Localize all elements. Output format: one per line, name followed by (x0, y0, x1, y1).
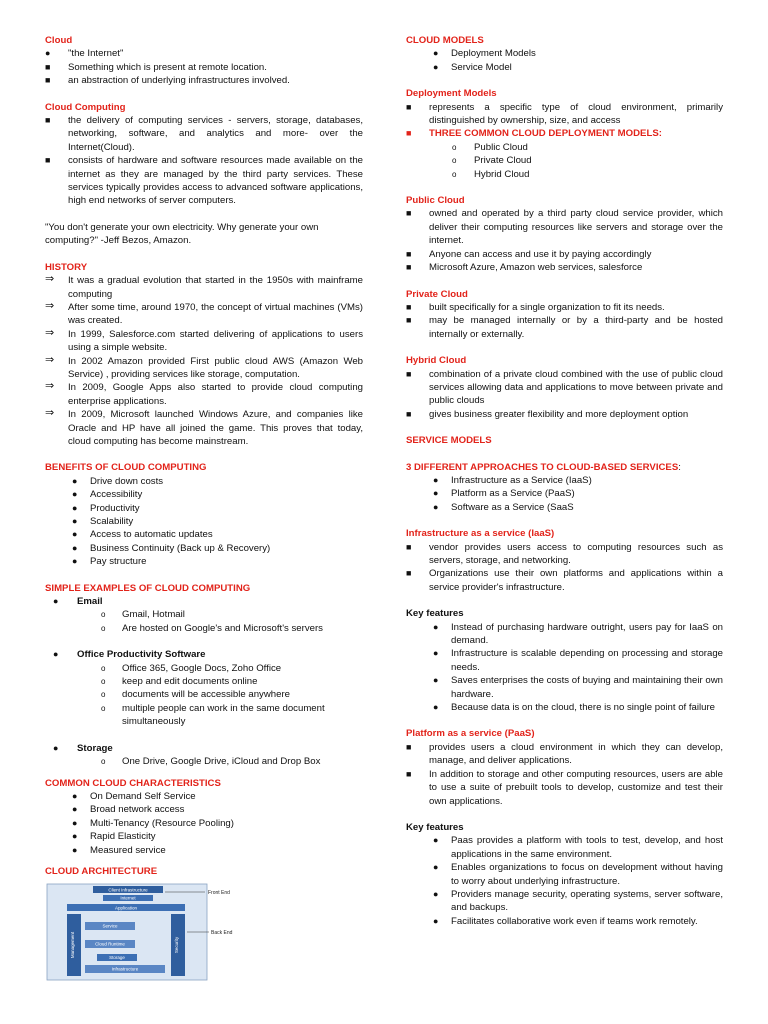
office-label: ● Office Productivity Software (53, 649, 206, 661)
benefits-heading: BENEFITS OF CLOUD COMPUTING (45, 462, 207, 474)
list-item: ⇒ In 1999, Salesforce.com started delivering of applications to users using a simple website. (45, 326, 363, 354)
circle-bullet-icon: o (452, 156, 457, 166)
list-item: ⇒ It was a gradual evolution that started in the 1950s with mainframe computing (45, 273, 363, 300)
list-item: o keep and edit documents online (101, 676, 258, 688)
bullet-icon: ■ (406, 541, 412, 552)
arrow-icon: ⇒ (45, 273, 55, 286)
list-item: ■ owned and operated by a third party cloud service provider, which deliver their computing resources like servers and storage over the internet. (406, 208, 723, 247)
list-item: ■ the delivery of computing services - servers, storage, databases, networking, software, and analytics and more- over the Internet(Cloud). (45, 115, 363, 153)
list-item: ■ Anyone can access and use it by paying accordingly (406, 248, 652, 260)
list-item: ● Instead of purchasing hardware outright, users pay for IaaS on demand. (433, 621, 723, 647)
circle-bullet-icon: o (452, 142, 457, 152)
list-item: ● Broad network access (72, 804, 185, 816)
deployment-heading: Deployment Models (406, 88, 497, 100)
storage-text: Storage (109, 955, 125, 961)
list-item: ■ Something which is present at remote location. (45, 61, 267, 73)
list-item: ● Infrastructure is scalable depending on processing and storage needs. (433, 648, 723, 673)
paas-heading: Platform as a service (PaaS) (406, 728, 535, 740)
iaas-heading: Infrastructure as a service (IaaS) (406, 528, 555, 540)
bullet-icon: ● (433, 48, 439, 59)
list-item: ● Scalability (72, 516, 134, 527)
bullet-icon: ■ (406, 301, 412, 312)
bullet-icon: ● (72, 804, 78, 815)
list-item: ■ provides users a cloud environment in which they can develop, manage, and deliver applications. (406, 741, 723, 767)
bullet-icon: ● (433, 488, 439, 499)
bullet-icon: ● (53, 742, 59, 753)
bullet-icon: ● (433, 675, 439, 686)
bullet-icon: ● (72, 475, 78, 486)
arrow-icon: ⇒ (45, 407, 55, 420)
bullet-icon: ● (45, 48, 51, 59)
security-text: Security (174, 937, 179, 954)
list-item: o Private Cloud (452, 155, 532, 167)
list-item: ● Pay structure (72, 556, 147, 568)
bullet-icon: ● (72, 831, 78, 842)
client-text: Client Infrastructure (108, 887, 148, 893)
bullet-icon: ● (433, 61, 439, 72)
bullet-icon: ● (433, 862, 439, 873)
infrastructure-text: Infrastructure (111, 966, 139, 972)
back-end-text: Back End (211, 930, 233, 937)
list-item: ● Deployment Models (433, 48, 536, 60)
list-item: ■ vendor provides users access to computing resources such as servers, storage, and networking. (406, 541, 723, 566)
storage-label: ● Storage (53, 742, 113, 754)
list-item: o Gmail, Hotmail (101, 609, 185, 621)
bullet-icon: ■ (45, 115, 51, 126)
bullet-icon: ● (72, 529, 78, 540)
list-item: ● Multi-Tenancy (Resource Pooling) (72, 817, 234, 829)
list-item: ● Access to automatic updates (72, 529, 213, 541)
list-item: ● "the Internet" (45, 48, 124, 60)
list-item: ● Facilitates collaborative work even if teams work remotely. (433, 915, 698, 927)
list-item: ● Software as a Service (SaaS (433, 501, 574, 513)
list-item: ● Accessibility (72, 489, 143, 501)
list-item: ● Paas provides a platform with tools to test, develop, and host applications in the same environment. (433, 835, 723, 860)
bullet-icon: ■ (45, 155, 51, 166)
list-item: ● Business Continuity (Back up & Recovery) (72, 542, 271, 554)
bullet-icon: ■ (406, 768, 412, 779)
bullet-icon: ● (53, 596, 59, 607)
bullet-icon: ● (72, 516, 78, 526)
front-end-text: Front End (208, 890, 230, 897)
list-item: ⇒ In 2002 Amazon provided First public cloud AWS (Amazon Web Service) , providing services like storage, computation. (45, 353, 363, 380)
service-models-heading: SERVICE MODELS (406, 435, 492, 447)
bullet-icon: ■ (406, 741, 412, 752)
history-heading: HISTORY (45, 261, 88, 273)
bullet-icon: ■ (406, 408, 412, 419)
management-text: Management (70, 932, 75, 959)
list-item: ● Saves enterprises the costs of buying and maintaining their own hardware. (433, 675, 723, 700)
cloud-computing-heading: Cloud Computing (45, 101, 126, 113)
list-item: ■ THREE COMMON CLOUD DEPLOYMENT MODELS: (406, 128, 662, 140)
list-item: ● Platform as a Service (PaaS) (433, 488, 575, 500)
bullet-icon: ● (433, 621, 439, 632)
list-item: ■ Microsoft Azure, Amazon web services, salesforce (406, 262, 643, 274)
list-item: ● Infrastructure as a Service (IaaS) (433, 474, 592, 486)
iaas-key-features-heading: Key features (406, 608, 464, 620)
list-item: o Public Cloud (452, 141, 528, 153)
bullet-icon: ■ (45, 75, 51, 86)
list-item: o Office 365, Google Docs, Zoho Office (101, 662, 282, 674)
list-item: ● Because data is on the cloud, there is no single point of failure (433, 702, 715, 714)
list-item: ⇒ In 2009, Google Apps also started to provide cloud computing enterprise applications. (45, 380, 363, 407)
list-item: ■ In addition to storage and other computing resources, users are able to use a suite of prebuilt tools to develop, customize and test their own applications. (406, 768, 723, 807)
list-item: ■ gives business greater flexibility and more deployment option (406, 408, 689, 420)
architecture-heading: CLOUD ARCHITECTURE (45, 865, 158, 877)
circle-bullet-icon: o (101, 663, 106, 673)
bullet-icon: ■ (406, 262, 412, 273)
list-item: ■ Organizations use their own platforms and applications within a service provider's infrastructure. (406, 568, 723, 593)
list-item: ● Enables organizations to focus on development without having to worry about underlying infrastructure. (433, 862, 723, 887)
application-text: Application (114, 905, 138, 911)
examples-heading: SIMPLE EXAMPLES OF CLOUD COMPUTING (45, 582, 251, 594)
list-item: ● Rapid Elasticity (72, 831, 156, 843)
list-item: ■ an abstraction of underlying infrastructures involved. (45, 75, 290, 87)
list-item: ■ may be managed internally or by a third-party and be hosted internally or externally. (406, 315, 723, 340)
public-cloud-heading: Public Cloud (406, 195, 465, 207)
circle-bullet-icon: o (101, 690, 106, 700)
bullet-icon: ● (72, 542, 78, 553)
arrow-icon: ⇒ (45, 299, 55, 312)
bullet-icon: ● (72, 489, 78, 500)
bullet-icon: ● (433, 501, 439, 512)
circle-bullet-icon: o (101, 677, 106, 687)
bullet-icon: ■ (406, 248, 412, 259)
bullet-icon: ● (433, 888, 439, 899)
left-column (45, 34, 363, 982)
bullet-icon: ● (53, 649, 59, 660)
circle-bullet-icon: o (452, 169, 457, 179)
bullet-icon: ■ (406, 568, 412, 579)
characteristics-heading: COMMON CLOUD CHARACTERISTICS (45, 777, 221, 789)
bullet-icon: ■ (406, 128, 412, 139)
arrow-icon: ⇒ (45, 353, 55, 366)
list-item: ● Drive down costs (72, 475, 164, 487)
service-text: Service (102, 923, 118, 929)
bullet-icon: ● (433, 474, 439, 485)
bullet-icon: ■ (406, 368, 412, 379)
circle-bullet-icon: o (101, 757, 106, 767)
circle-bullet-icon: o (101, 703, 106, 713)
approaches-heading: 3 DIFFERENT APPROACHES TO CLOUD-BASED SERVICES: (406, 461, 681, 473)
bullet-icon: ■ (45, 61, 51, 72)
list-item: ⇒ After some time, around 1970, the concept of virtual machines (VMs) was created. (45, 299, 363, 327)
circle-bullet-icon: o (101, 623, 106, 633)
bullet-icon: ● (72, 817, 78, 828)
list-item: ■ combination of a private cloud combined with the use of public cloud services allowing data and applications to move between private and public clouds (406, 368, 723, 407)
hybrid-cloud-heading: Hybrid Cloud (406, 355, 467, 367)
list-item: ⇒ In 2009, Microsoft launched Windows Azure, and companies like Oracle and HP have all joined the game. This proves that today, cloud computing has become mainstream. (45, 407, 363, 447)
list-item: ■ built specifically for a single organization to fit its needs. (406, 301, 665, 313)
list-item: ● Measured service (72, 844, 166, 856)
arrow-icon: ⇒ (45, 380, 55, 393)
bullet-icon: ■ (406, 315, 412, 326)
right-column (406, 34, 723, 928)
cloud-heading: Cloud (45, 35, 73, 46)
list-item: o Hybrid Cloud (452, 168, 530, 180)
list-item: ● Providers manage security, operating systems, server software, and backups. (433, 888, 723, 914)
list-item: o documents will be accessible anywhere (101, 689, 290, 701)
paas-key-features-heading: Key features (406, 821, 464, 833)
list-item: o One Drive, Google Drive, iCloud and Drop Box (101, 756, 321, 768)
email-label: ● Email (53, 596, 103, 608)
internet-text: Internet (120, 895, 136, 901)
bullet-icon: ■ (406, 101, 412, 112)
bezos-quote: "You don't generate your own electricity. Why generate your own computing?" -Jeff Bezos, Amazon. (45, 221, 319, 247)
bullet-icon: ● (433, 648, 439, 659)
bullet-icon: ● (72, 502, 78, 513)
bullet-icon: ● (433, 835, 439, 846)
list-item: ● On Demand Self Service (72, 790, 196, 802)
list-item: o Are hosted on Google's and Microsoft's servers (101, 622, 323, 634)
list-item: ● Productivity (72, 502, 140, 514)
bullet-icon: ● (72, 844, 78, 855)
runtime-text: Cloud Runtime (95, 941, 125, 947)
list-item: o multiple people can work in the same document simultaneously (101, 702, 325, 728)
list-item: ■ represents a specific type of cloud environment, primarily distinguished by ownership, size, and access (406, 101, 723, 127)
list-item: ● Service Model (433, 61, 512, 73)
cloud-models-heading: CLOUD MODELS (406, 35, 484, 46)
bullet-icon: ■ (406, 208, 412, 219)
cloud-architecture-diagram (45, 882, 245, 982)
arrow-icon: ⇒ (45, 326, 55, 339)
private-cloud-heading: Private Cloud (406, 288, 468, 300)
list-item: ■ consists of hardware and software resources made available on the internet as they are managed by the third party services. These services typically provides access to advanced software applications, high end networks of server computers. (45, 155, 363, 207)
bullet-icon: ● (72, 790, 78, 801)
circle-bullet-icon: o (101, 610, 106, 620)
bullet-icon: ● (433, 702, 439, 713)
bullet-icon: ● (72, 556, 78, 567)
bullet-icon: ● (433, 915, 439, 926)
